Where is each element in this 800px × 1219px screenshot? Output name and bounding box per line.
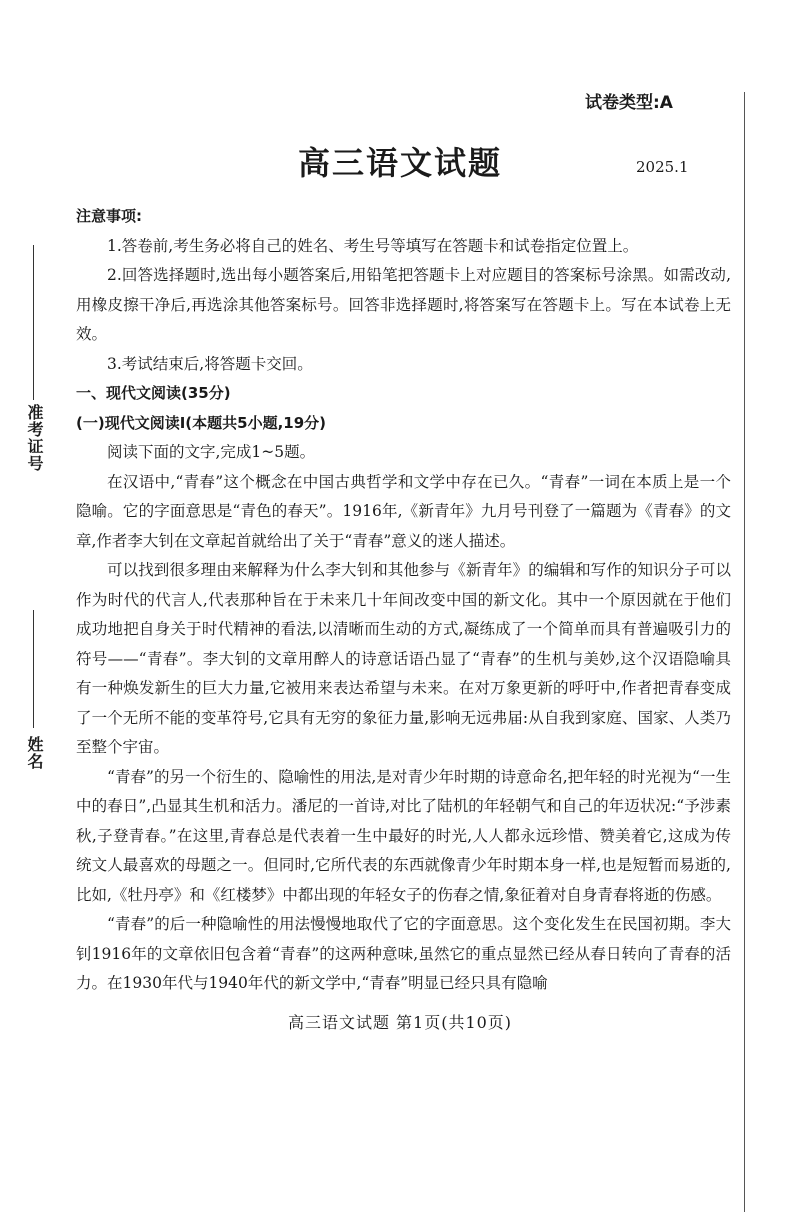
note-item-3: 3.考试结束后,将答题卡交回。 [107,354,313,373]
exam-content [76,202,731,999]
passage-paragraph-3: “青春”的另一个衍生的、隐喻性的用法,是对青少年时期的诗意命名,把年轻的时光视为“一生中的春日”,凸显其生机和活力。潘尼的一首诗,对比了陆机的年轻朝气和自己的年迈状况:“予涉素秋,子登青春。”在这里,青春总是代表着一生中最好的时光,人人都永远珍惜、赞美着它,这成为传统文人最喜欢的母题之一。但同时,它所代表的东西就像青少年时期本身一样,也是短暂而易逝的,比如,《牡丹亭》和《红楼梦》中都出现的年轻女子的伤春之情,象征着对自身青春将逝的伤感。 [76,767,731,904]
exam-date: 2025.1 [636,158,689,176]
exam-id-fill-line [33,245,34,400]
paper-type: 试卷类型:A [585,93,673,113]
section-title: 一、现代文阅读(35分) [76,384,231,402]
passage-paragraph-4: “青春”的后一种隐喻性的用法慢慢地取代了它的字面意思。这个变化发生在民国初期。李大钊1916年的文章依旧包含着“青春”的这两种意味,虽然它的重点显然已经从春日转向了青春的活力。在1930年代与1940年代的新文学中,“青春”明显已经只具有隐喻 [76,915,731,992]
exam-id-label: 准考证号 [25,404,44,472]
reading-instruction: 阅读下面的文字,完成1~5题。 [107,443,316,461]
note-item-2: 2.回答选择题时,选出每小题答案后,用铅笔把答题卡上对应题目的答案标号涂黑。如需改动,用橡皮擦干净后,再选涂其他答案标号。回答非选择题时,将答案写在答题卡上。写在本试卷上无效。 [76,266,731,343]
exam-title: 高三语文试题 [297,144,502,182]
section-subtitle: (一)现代文阅读Ⅰ(本题共5小题,19分) [76,413,327,432]
passage-paragraph-2: 可以找到很多理由来解释为什么李大钊和其他参与《新青年》的编辑和写作的知识分子可以作为时代的代言人,代表那种旨在于未来几十年间改变中国的新文化。其中一个原因就在于他们成功地把自身关于时代精神的看法,以清晰而生动的方式,凝练成了一个简单而具有普遍吸引力的符号——“青春”。李大钊的文章用醉人的诗意话语凸显了“青春”的生机与美妙,这个汉语隐喻具有一种焕发新生的巨大力量,它被用来表达希望与未来。在对万象更新的呼吁中,作者把青春变成了一个无所不能的变革符号,它具有无穷的象征力量,影响无远弗届:从自我到家庭、国家、人类乃至整个宇宙。 [76,561,731,756]
name-label: 姓名 [25,736,44,770]
notes-heading: 注意事项: [76,207,142,225]
page-footer: 高三语文试题 第1页(共10页) [287,1013,513,1032]
scan-edge-line [744,92,745,1212]
passage-paragraph-1: 在汉语中,“青春”这个概念在中国古典哲学和文学中存在已久。“青春”一词在本质上是一个隐喻。它的字面意思是“青色的春天”。1916年,《新青年》九月号刊登了一篇题为《青春》的文章,作者李大钊在文章起首就给出了关于“青春”意义的迷人描述。 [76,472,731,550]
name-fill-line [33,610,34,728]
note-item-1: 1.答卷前,考生务必将自己的姓名、考生号等填写在答题卡和试卷指定位置上。 [107,236,639,255]
